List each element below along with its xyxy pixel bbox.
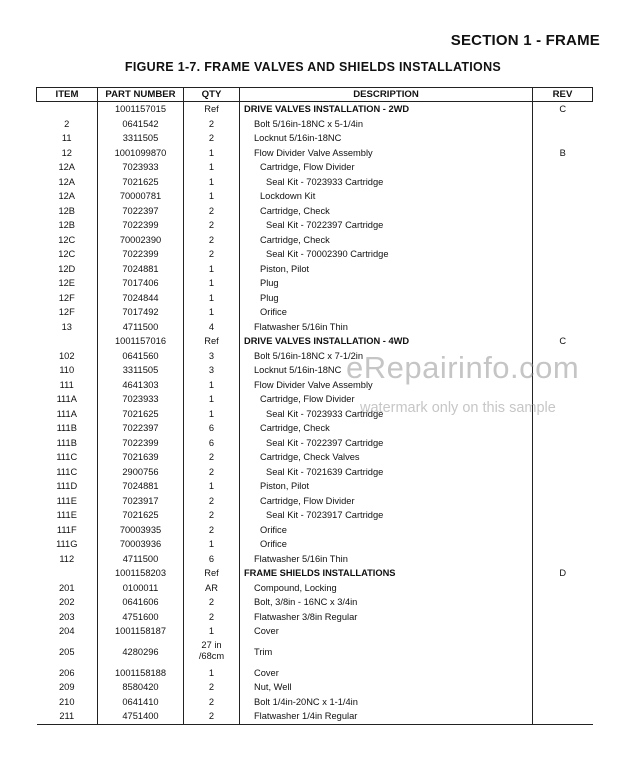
cell-qty: 2 xyxy=(184,218,240,233)
cell-rev xyxy=(533,421,593,436)
cell-description: Bolt, 3/8in - 16NC x 3/4in xyxy=(240,595,533,610)
cell-item: 111D xyxy=(56,481,78,492)
cell-part-number: 7022399 xyxy=(98,436,184,451)
cell-part-number: 0641606 xyxy=(98,595,184,610)
cell-qty: 1 xyxy=(184,378,240,393)
cell-description: Cover xyxy=(240,666,533,681)
cell-description: Flatwasher 5/16in Thin xyxy=(240,320,533,335)
cell-item: 112 xyxy=(59,553,75,564)
cell-description: Cartridge, Check Valves xyxy=(240,450,533,465)
cell-rev xyxy=(533,581,593,596)
cell-item: 111A xyxy=(56,408,77,419)
cell-description: Seal Kit - 7023933 Cartridge xyxy=(240,175,533,190)
cell-rev xyxy=(533,160,593,175)
cell-description: Seal Kit - 7021639 Cartridge xyxy=(240,465,533,480)
cell-part-number: 7022399 xyxy=(98,218,184,233)
cell-item: 209 xyxy=(58,682,75,693)
cell-qty: 1 xyxy=(184,276,240,291)
cell-qty: 1 xyxy=(184,407,240,422)
cell-item: 111C xyxy=(56,452,78,463)
cell-qty: 27 in /68cm xyxy=(184,639,240,666)
cell-rev xyxy=(533,709,593,724)
cell-qty: 2 xyxy=(184,595,240,610)
table-header-row xyxy=(37,88,593,102)
cell-item: 111C xyxy=(56,466,78,477)
cell-item: 12E xyxy=(58,278,76,289)
cell-description: Locknut 5/16in-18NC xyxy=(240,131,533,146)
cell-part-number: 1001157015 xyxy=(98,102,184,117)
cell-rev xyxy=(533,204,593,219)
cell-description: Flatwasher 5/16in Thin xyxy=(240,552,533,567)
cell-rev xyxy=(533,131,593,146)
cell-qty: 1 xyxy=(184,189,240,204)
cell-qty: 1 xyxy=(184,666,240,681)
cell-item: 11 xyxy=(61,133,72,144)
cell-qty: 1 xyxy=(184,537,240,552)
cell-description: Plug xyxy=(240,291,533,306)
cell-description: Cartridge, Check xyxy=(240,204,533,219)
cell-qty: 1 xyxy=(184,624,240,639)
cell-item: 111F xyxy=(56,524,77,535)
table-row xyxy=(37,537,593,552)
cell-rev xyxy=(533,508,593,523)
table-row xyxy=(37,695,593,710)
cell-description: Flatwasher 1/4in Regular xyxy=(240,709,533,724)
table-row xyxy=(37,624,593,639)
cell-description: FRAME SHIELDS INSTALLATIONS xyxy=(240,566,533,581)
cell-qty: 2 xyxy=(184,508,240,523)
cell-description: Bolt 5/16in-18NC x 7-1/2in xyxy=(240,349,533,364)
cell-qty: 6 xyxy=(184,552,240,567)
cell-description: Seal Kit - 7022397 Cartridge xyxy=(240,436,533,451)
cell-item: 111B xyxy=(56,437,77,448)
cell-part-number: 4711500 xyxy=(98,320,184,335)
col-header-qty: QTY xyxy=(184,88,240,102)
table-row xyxy=(37,175,593,190)
table-row xyxy=(37,709,593,724)
cell-rev xyxy=(533,494,593,509)
cell-description: Orifice xyxy=(240,523,533,538)
cell-rev xyxy=(533,320,593,335)
cell-part-number: 7021639 xyxy=(98,450,184,465)
cell-item: 111E xyxy=(56,510,77,521)
cell-description: Trim xyxy=(240,639,533,666)
cell-rev xyxy=(533,175,593,190)
cell-qty: 1 xyxy=(184,291,240,306)
cell-description: Bolt 5/16in-18NC x 5-1/4in xyxy=(240,117,533,132)
cell-part-number: 7022399 xyxy=(98,247,184,262)
table-row xyxy=(37,320,593,335)
cell-rev xyxy=(533,450,593,465)
cell-rev: B xyxy=(533,146,593,161)
cell-part-number: 7021625 xyxy=(98,175,184,190)
cell-part-number: 1001158188 xyxy=(98,666,184,681)
cell-item: 12F xyxy=(58,292,75,303)
cell-description: DRIVE VALVES INSTALLATION - 2WD xyxy=(240,102,533,117)
cell-item: 12 xyxy=(61,147,72,158)
cell-qty: 2 xyxy=(184,680,240,695)
table-row xyxy=(37,595,593,610)
cell-item: 12C xyxy=(58,249,76,260)
table-row xyxy=(37,523,593,538)
cell-rev xyxy=(533,537,593,552)
cell-part-number: 7022397 xyxy=(98,421,184,436)
cell-part-number: 7023933 xyxy=(98,160,184,175)
cell-rev xyxy=(533,247,593,262)
cell-qty: 1 xyxy=(184,146,240,161)
cell-description: Flow Divider Valve Assembly xyxy=(240,146,533,161)
table-row xyxy=(37,494,593,509)
table-row xyxy=(37,218,593,233)
cell-item: 111 xyxy=(59,379,74,390)
table-row xyxy=(37,450,593,465)
cell-item: 205 xyxy=(58,646,75,657)
cell-description: Orifice xyxy=(240,305,533,320)
cell-item: 210 xyxy=(58,696,75,707)
cell-qty: 6 xyxy=(184,421,240,436)
cell-rev xyxy=(533,523,593,538)
cell-rev xyxy=(533,218,593,233)
table-row xyxy=(37,291,593,306)
cell-part-number: 7017492 xyxy=(98,305,184,320)
cell-qty: 2 xyxy=(184,450,240,465)
cell-description: Cover xyxy=(240,624,533,639)
cell-qty: 1 xyxy=(184,160,240,175)
cell-qty: 2 xyxy=(184,523,240,538)
cell-qty: 1 xyxy=(184,175,240,190)
cell-description: Flow Divider Valve Assembly xyxy=(240,378,533,393)
cell-item: 12D xyxy=(58,263,76,274)
cell-part-number: 1001158187 xyxy=(98,624,184,639)
cell-item xyxy=(37,334,98,349)
cell-qty: 2 xyxy=(184,233,240,248)
cell-part-number: 8580420 xyxy=(98,680,184,695)
cell-qty: AR xyxy=(184,581,240,596)
cell-description: Cartridge, Check xyxy=(240,233,533,248)
table-row xyxy=(37,117,593,132)
cell-description: Cartridge, Check xyxy=(240,421,533,436)
cell-part-number: 0641542 xyxy=(98,117,184,132)
cell-part-number: 4751400 xyxy=(98,709,184,724)
cell-qty: 2 xyxy=(184,709,240,724)
cell-part-number: 7024881 xyxy=(98,262,184,277)
cell-description: Lockdown Kit xyxy=(240,189,533,204)
cell-description: Piston, Pilot xyxy=(240,262,533,277)
cell-rev xyxy=(533,666,593,681)
table-row xyxy=(37,666,593,681)
cell-description: Nut, Well xyxy=(240,680,533,695)
cell-qty: 2 xyxy=(184,117,240,132)
cell-item: 110 xyxy=(59,365,75,376)
table-row xyxy=(37,131,593,146)
cell-description: Cartridge, Flow Divider xyxy=(240,160,533,175)
cell-description: Seal Kit - 7022397 Cartridge xyxy=(240,218,533,233)
cell-part-number: 0100011 xyxy=(98,581,184,596)
table-row xyxy=(37,610,593,625)
cell-part-number: 1001157016 xyxy=(98,334,184,349)
cell-rev xyxy=(533,291,593,306)
cell-rev xyxy=(533,465,593,480)
cell-item: 2 xyxy=(64,118,70,129)
cell-item: 111G xyxy=(56,539,78,550)
table-row xyxy=(37,276,593,291)
cell-description: Plug xyxy=(240,276,533,291)
cell-qty: 2 xyxy=(184,247,240,262)
cell-rev xyxy=(533,189,593,204)
cell-rev xyxy=(533,117,593,132)
cell-part-number: 4711500 xyxy=(98,552,184,567)
cell-qty: 2 xyxy=(184,131,240,146)
col-header-part-number: PART NUMBER xyxy=(98,88,184,102)
cell-part-number: 4751600 xyxy=(98,610,184,625)
cell-qty: 1 xyxy=(184,262,240,277)
figure-title: FIGURE 1-7. FRAME VALVES AND SHIELDS INSTALLATIONS xyxy=(124,60,502,74)
table-row xyxy=(37,247,593,262)
table-row xyxy=(37,581,593,596)
cell-part-number: 7017406 xyxy=(98,276,184,291)
cell-qty: 2 xyxy=(184,465,240,480)
table-row xyxy=(37,436,593,451)
cell-qty: 6 xyxy=(184,436,240,451)
cell-rev: C xyxy=(533,102,593,117)
section-title: SECTION 1 - FRAME xyxy=(450,32,600,49)
cell-part-number: 7021625 xyxy=(98,407,184,422)
cell-part-number: 4280296 xyxy=(98,639,184,666)
cell-rev: C xyxy=(533,334,593,349)
cell-description: Seal Kit - 70002390 Cartridge xyxy=(240,247,533,262)
cell-item: 12A xyxy=(58,191,76,202)
cell-part-number: 1001158203 xyxy=(98,566,184,581)
cell-part-number: 70003935 xyxy=(98,523,184,538)
cell-description: Seal Kit - 7023917 Cartridge xyxy=(240,508,533,523)
cell-item xyxy=(37,566,98,581)
cell-rev xyxy=(533,262,593,277)
cell-part-number: 3311505 xyxy=(98,131,184,146)
cell-item: 211 xyxy=(37,709,98,724)
table-row xyxy=(37,552,593,567)
cell-qty: 1 xyxy=(184,392,240,407)
cell-description: Piston, Pilot xyxy=(240,479,533,494)
cell-item: 204 xyxy=(58,626,75,637)
col-header-rev: REV xyxy=(533,88,593,102)
table-row xyxy=(37,465,593,480)
cell-qty: 3 xyxy=(184,349,240,364)
cell-rev xyxy=(533,276,593,291)
table-row xyxy=(37,680,593,695)
table-row xyxy=(37,421,593,436)
cell-qty: Ref xyxy=(184,334,240,349)
table-row xyxy=(37,146,593,161)
cell-description: Compound, Locking xyxy=(240,581,533,596)
cell-item: 12C xyxy=(58,234,76,245)
table-row xyxy=(37,233,593,248)
watermark-note: watermark only on this sample xyxy=(360,400,556,416)
cell-qty: 2 xyxy=(184,204,240,219)
cell-rev xyxy=(533,695,593,710)
cell-part-number: 7021625 xyxy=(98,508,184,523)
cell-item: 12A xyxy=(58,176,76,187)
cell-description: Flatwasher 3/8in Regular xyxy=(240,610,533,625)
table-row xyxy=(37,102,593,117)
cell-part-number: 7022397 xyxy=(98,204,184,219)
table-row xyxy=(37,189,593,204)
cell-item: 13 xyxy=(61,321,72,332)
cell-item: 203 xyxy=(58,611,75,622)
cell-part-number: 3311505 xyxy=(98,363,184,378)
cell-item: 202 xyxy=(58,597,75,608)
cell-item: 201 xyxy=(58,582,75,593)
cell-item: 111B xyxy=(56,423,77,434)
cell-qty: 3 xyxy=(184,363,240,378)
cell-description: Bolt 1/4in-20NC x 1-1/4in xyxy=(240,695,533,710)
cell-qty: Ref xyxy=(184,102,240,117)
cell-description: Seal Kit - 7023933 Cartridge xyxy=(240,407,533,422)
cell-item: 206 xyxy=(58,667,75,678)
table-row xyxy=(37,204,593,219)
cell-rev xyxy=(533,305,593,320)
cell-part-number: 0641410 xyxy=(98,695,184,710)
cell-part-number: 0641560 xyxy=(98,349,184,364)
cell-qty: 2 xyxy=(184,494,240,509)
cell-rev xyxy=(533,639,593,666)
table-row xyxy=(37,508,593,523)
cell-rev: D xyxy=(533,566,593,581)
cell-part-number: 7024844 xyxy=(98,291,184,306)
table-row xyxy=(37,639,593,666)
cell-rev xyxy=(533,610,593,625)
cell-description: Cartridge, Flow Divider xyxy=(240,494,533,509)
cell-part-number: 70002390 xyxy=(98,233,184,248)
cell-qty: 4 xyxy=(184,320,240,335)
cell-rev xyxy=(533,552,593,567)
cell-qty: Ref xyxy=(184,566,240,581)
cell-rev xyxy=(533,436,593,451)
cell-item: 111A xyxy=(56,394,77,405)
cell-item: 12A xyxy=(58,162,76,173)
cell-rev xyxy=(533,624,593,639)
cell-part-number: 4641303 xyxy=(98,378,184,393)
cell-qty: 1 xyxy=(184,479,240,494)
cell-description: Orifice xyxy=(240,537,533,552)
cell-part-number: 2900756 xyxy=(98,465,184,480)
table-row xyxy=(37,305,593,320)
cell-rev xyxy=(533,680,593,695)
cell-qty: 2 xyxy=(184,610,240,625)
cell-qty: 2 xyxy=(184,695,240,710)
table-row xyxy=(37,479,593,494)
cell-part-number: 1001099870 xyxy=(98,146,184,161)
cell-part-number: 7023933 xyxy=(98,392,184,407)
cell-part-number: 7023917 xyxy=(98,494,184,509)
cell-item: 12F xyxy=(58,307,75,318)
cell-rev xyxy=(533,479,593,494)
cell-description: Cartridge, Flow Divider xyxy=(240,392,533,407)
cell-description: DRIVE VALVES INSTALLATION - 4WD xyxy=(240,334,533,349)
cell-item: 102 xyxy=(58,350,75,361)
cell-qty: 1 xyxy=(184,305,240,320)
table-row xyxy=(37,334,593,349)
cell-item: 12B xyxy=(58,220,76,231)
col-header-description: DESCRIPTION xyxy=(240,88,533,102)
cell-part-number: 70003936 xyxy=(98,537,184,552)
cell-rev xyxy=(533,233,593,248)
cell-item: 12B xyxy=(58,205,76,216)
col-header-item: ITEM xyxy=(37,88,98,102)
table-row xyxy=(37,566,593,581)
cell-item xyxy=(37,102,98,117)
watermark-site: eRepairinfo.com xyxy=(346,350,580,385)
cell-rev xyxy=(533,595,593,610)
cell-item: 111E xyxy=(56,495,77,506)
cell-part-number: 7024881 xyxy=(98,479,184,494)
cell-part-number: 70000781 xyxy=(98,189,184,204)
cell-description: Locknut 5/16in-18NC xyxy=(240,363,533,378)
table-row xyxy=(37,262,593,277)
table-row xyxy=(37,160,593,175)
